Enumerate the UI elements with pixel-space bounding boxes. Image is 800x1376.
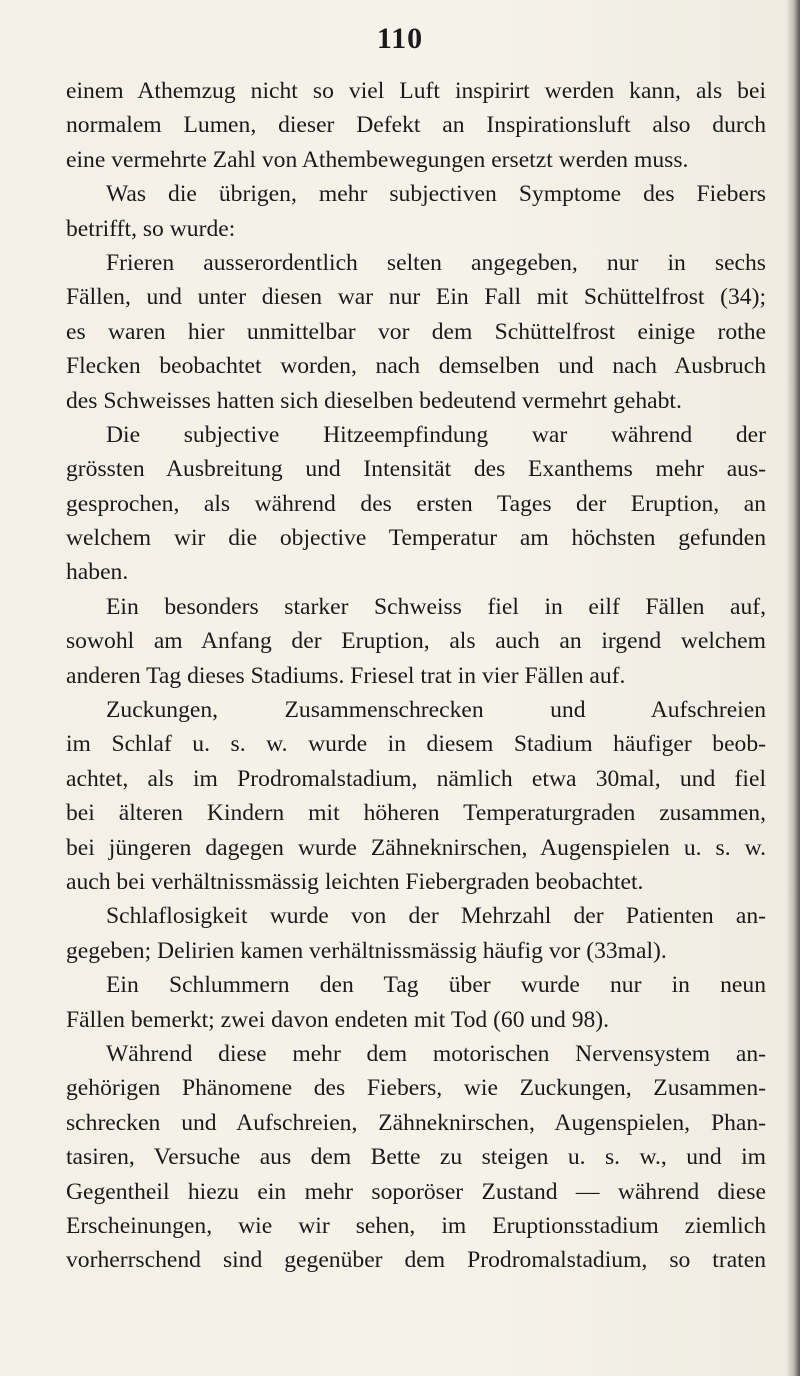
text-line: betrifft, so wurde: <box>66 215 236 242</box>
text-line: haben. <box>66 559 129 586</box>
text-line: tasiren, Versuche aus dem Bette zu steigen u. s. w., und im <box>66 1144 766 1171</box>
page-number: 110 <box>376 22 424 55</box>
text-line: normalem Lumen, dieser Defekt an Inspirationsluft also durch <box>66 112 766 139</box>
text-line: anderen Tag dieses Stadiums. Friesel trat in vier Fällen auf. <box>66 662 626 689</box>
text-line: Flecken beobachtet worden, nach demselben und nach Ausbruch <box>66 353 766 380</box>
text-line: bei jüngeren dagegen wurde Zähneknirschen, Augenspielen u. s. w. <box>66 834 766 861</box>
text-line: gehörigen Phänomene des Fiebers, wie Zuckungen, Zusammen- <box>66 1075 766 1102</box>
text-line: Fällen, und unter diesen war nur Ein Fall mit Schüttelfrost (34); <box>66 284 766 311</box>
text-line: vorherrschend sind gegenüber dem Prodromalstadium, so traten <box>66 1247 766 1274</box>
text-line: eine vermehrte Zahl von Athembewegungen ersetzt werden muss. <box>66 146 689 173</box>
text-line: bei älteren Kindern mit höheren Temperaturgraden zusammen, <box>66 800 766 827</box>
text-line: auch bei verhältnissmässig leichten Fiebergraden beobachtet. <box>66 868 644 895</box>
body-text <box>66 74 766 1278</box>
text-line: welchem wir die objective Temperatur am höchsten gefunden <box>66 525 766 552</box>
text-line: sowohl am Anfang der Eruption, als auch an irgend welchem <box>66 628 766 655</box>
text-line: Schlaflosigkeit wurde von der Mehrzahl der Patienten an- <box>106 903 766 930</box>
text-line: Ein besonders starker Schweiss fiel in eilf Fällen auf, <box>106 593 766 620</box>
text-line: gesprochen, als während des ersten Tages der Eruption, an <box>66 490 766 517</box>
text-line: im Schlaf u. s. w. wurde in diesem Stadium häufiger beob- <box>66 731 766 758</box>
text-line: Ein Schlummern den Tag über wurde nur in neun <box>106 972 766 999</box>
text-line: Während diese mehr dem motorischen Nervensystem an- <box>106 1040 766 1067</box>
text-line: es waren hier unmittelbar vor dem Schüttelfrost einige rothe <box>66 318 766 345</box>
text-line: Frieren ausserordentlich selten angegeben, nur in sechs <box>106 249 766 276</box>
page-edge-shadow <box>786 0 800 1376</box>
text-line: Zuckungen, Zusammenschrecken und Aufschreien <box>106 697 766 724</box>
text-line: achtet, als im Prodromalstadium, nämlich etwa 30mal, und fiel <box>66 765 766 792</box>
text-line: grössten Ausbreitung und Intensität des Exanthems mehr aus- <box>66 456 766 483</box>
text-line: des Schweisses hatten sich dieselben bedeutend vermehrt gehabt. <box>66 387 682 414</box>
text-line: Die subjective Hitzeempfindung war während der <box>106 421 766 448</box>
text-line: Was die übrigen, mehr subjectiven Symptome des Fiebers <box>106 181 766 208</box>
text-line: gegeben; Delirien kamen verhältnissmässig häufig vor (33mal). <box>66 937 667 964</box>
text-line: schrecken und Aufschreien, Zähneknirschen, Augenspielen, Phan- <box>66 1109 766 1136</box>
text-line: Erscheinungen, wie wir sehen, im Eruptionsstadium ziemlich <box>66 1212 766 1239</box>
text-line: einem Athemzug nicht so viel Luft inspirirt werden kann, als bei <box>66 78 766 104</box>
text-line: Fällen bemerkt; zwei davon endeten mit Tod (60 und 98). <box>66 1006 610 1033</box>
text-line: Gegentheil hiezu ein mehr soporöser Zustand — während diese <box>66 1178 766 1205</box>
